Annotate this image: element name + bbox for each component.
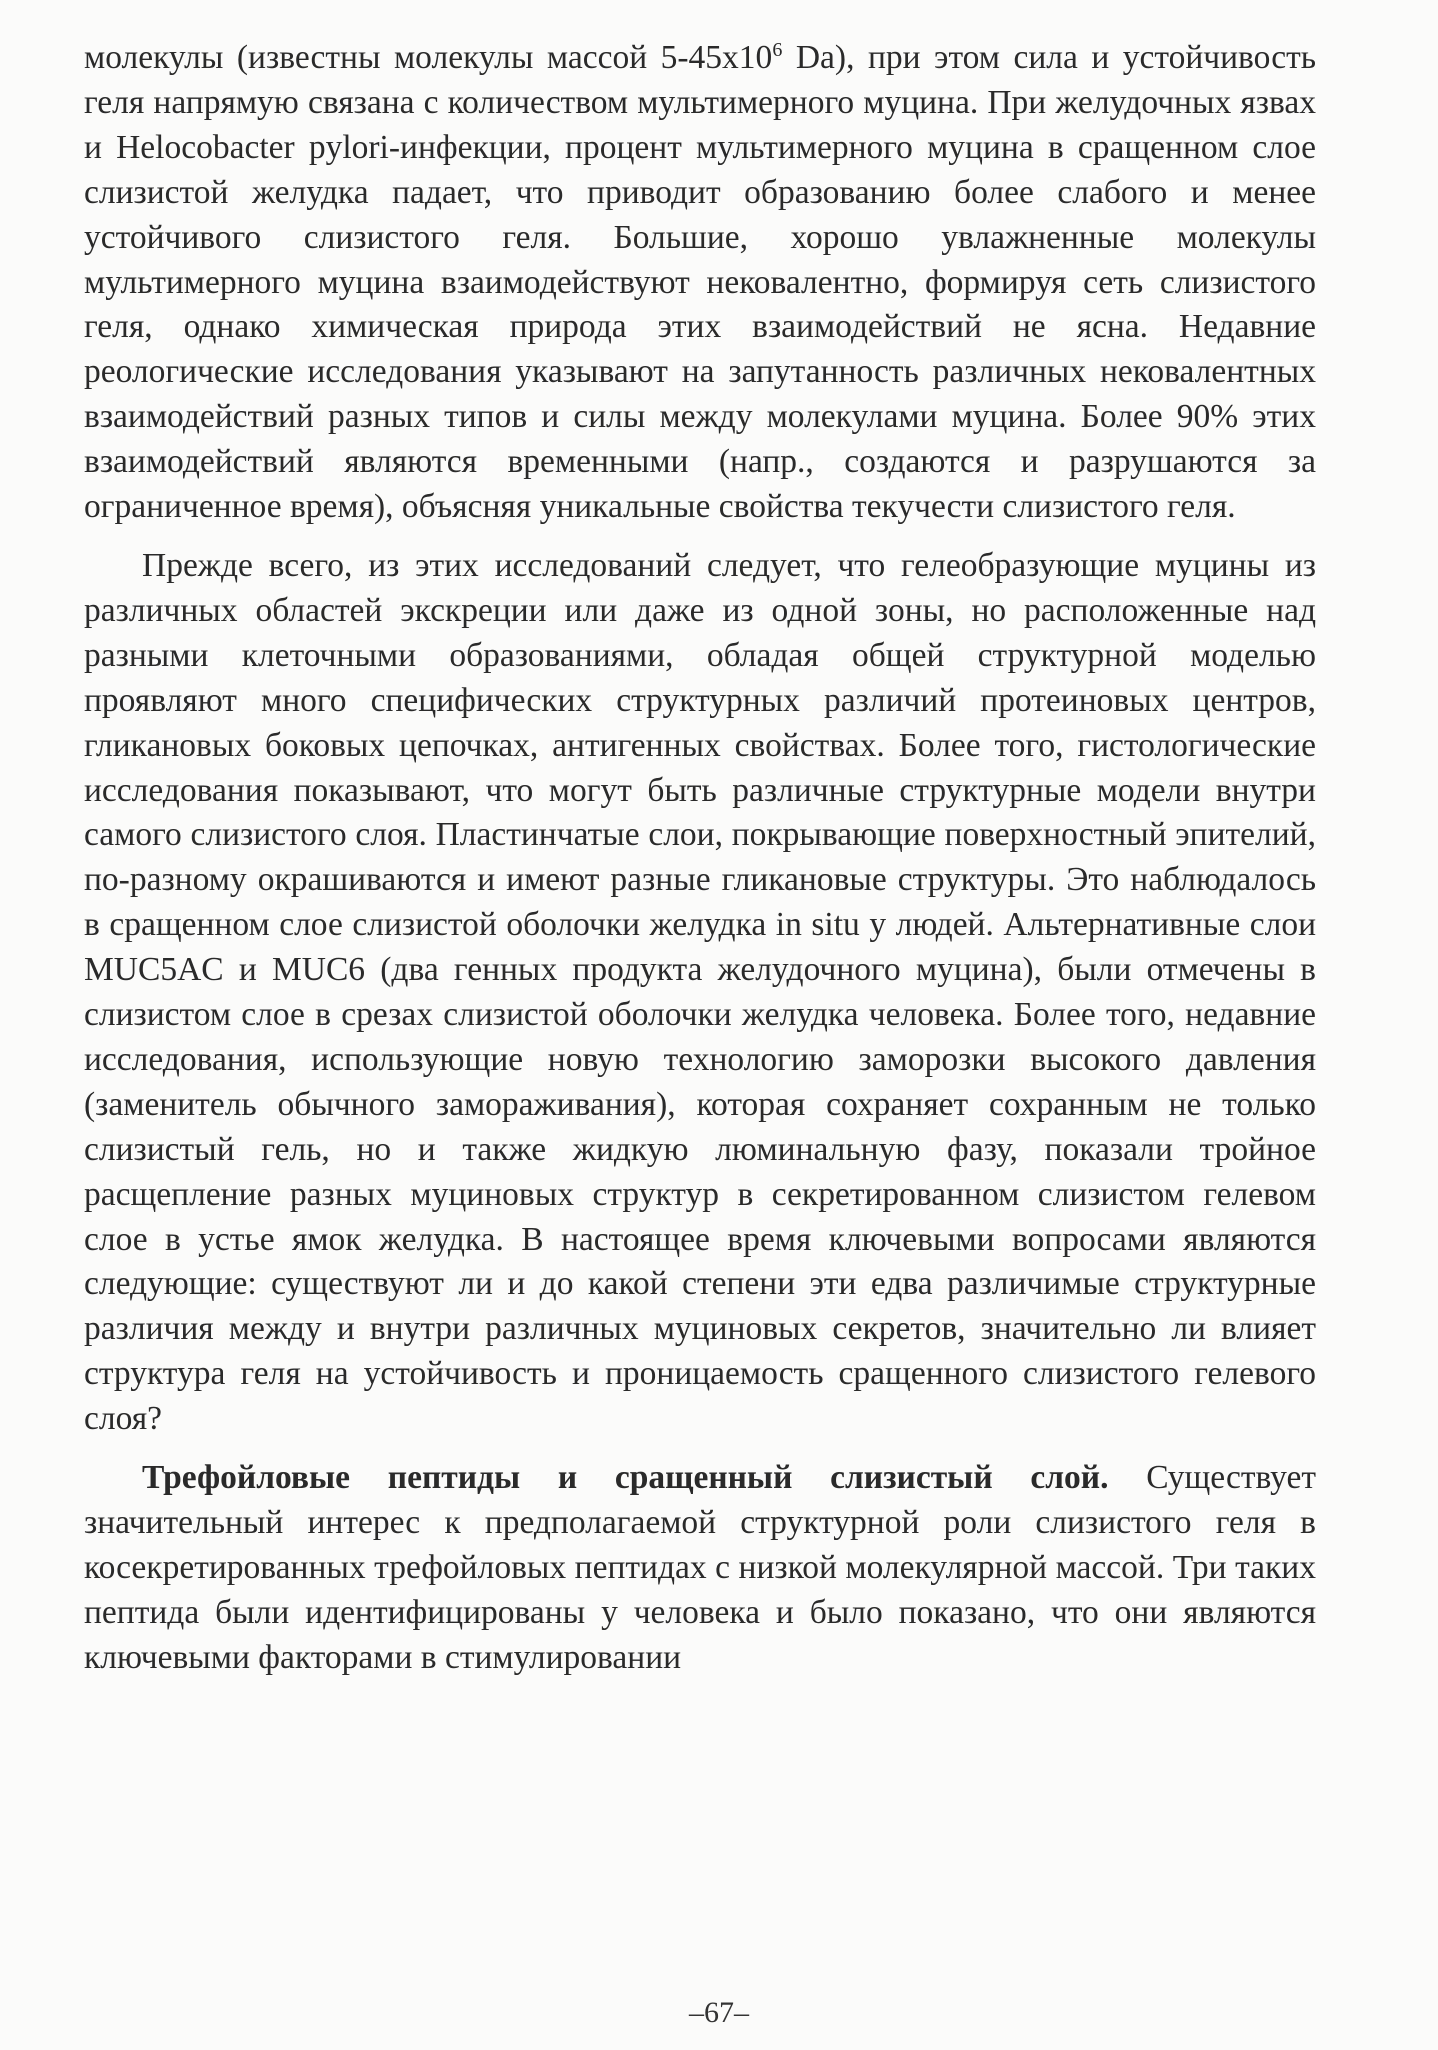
- paragraph-1-text-start: молекулы (известны молекулы массой 5-45x10: [84, 39, 773, 76]
- paragraph-1-text-end: Da), при этом сила и устойчивость геля напрямую связана с количеством мультимерного муцина. При желудочных язвах и Helocobacter pylori-инфекции, процент мультимерного муцина в сращенном слое слизистой желудка падает, что приводит образованию более слабого и менее устойчивого слизистого геля. Большие, хорошо увлажненные молекулы мультимерного муцина взаимодействуют нековалентно, формируя сеть слизистого геля, однако химическая природа этих взаимодействий не ясна. Недавние реологические исследования указывают на запутанность различных нековалентных взаимодействий разных типов и силы между молекулами муцина. Более 90% этих взаимодействий являются временными (напр., создаются и разрушаются за ограниченное время), объясняя уникальные свойства текучести слизистого геля.: [84, 39, 1316, 526]
- paragraph-3: [84, 1456, 1316, 1681]
- paragraph-2: Прежде всего, из этих исследований следует, что гелеобразующие муцины из различных областей экскреции или даже из одной зоны, но расположенные над разными клеточными образованиями, обладая общей структурной моделью проявляют много специфических структурных различий протеиновых центров, гликановых боковых цепочках, антигенных свойствах. Более того, гистологические исследования показывают, что могут быть различные структурные модели внутри самого слизистого слоя. Пластинчатые слои, покрывающие поверхностный эпителий, по-разному окрашиваются и имеют разные гликановые структуры. Это наблюдалось в сращенном слое слизистой оболочки желудка in situ у людей. Альтернативные слои MUC5AC и MUC6 (два генных продукта желудочного муцина), были отмечены в слизистом слое в срезах слизистой оболочки желудка человека. Более того, недавние исследования, использующие новую технологию заморозки высокого давления (заменитель обычного замораживания), которая сохраняет сохранным не только слизистый гель, но и также жидкую люминальную фазу, показали тройное расщепление разных муциновых структур в секретированном слизистом гелевом слое в устье ямок желудка. В настоящее время ключевыми вопросами являются следующие: существуют ли и до какой степени эти едва различимые структурные различия между и внутри различных муциновых секретов, значительно ли влияет структура геля на устойчивость и проницаемость сращенного слизистого гелевого слоя?: [84, 546, 1316, 1438]
- body-text: [84, 36, 1316, 1681]
- section-heading: Трефойловые пептиды и сращенный слизистый слой.: [142, 1459, 1109, 1497]
- exponent: 6: [772, 38, 783, 61]
- page-number: –67–: [689, 1996, 749, 2029]
- paragraph-3-text: Существует значительный интерес к предполагаемой структурной роли слизистого геля в косекретированных трефойловых пептидах с низкой молекулярной массой. Три таких пептида были идентифицированы у человека и было показано, что они являются ключевыми факторами в стимулировании: [84, 1459, 1316, 1676]
- paragraph-1: [84, 36, 1316, 530]
